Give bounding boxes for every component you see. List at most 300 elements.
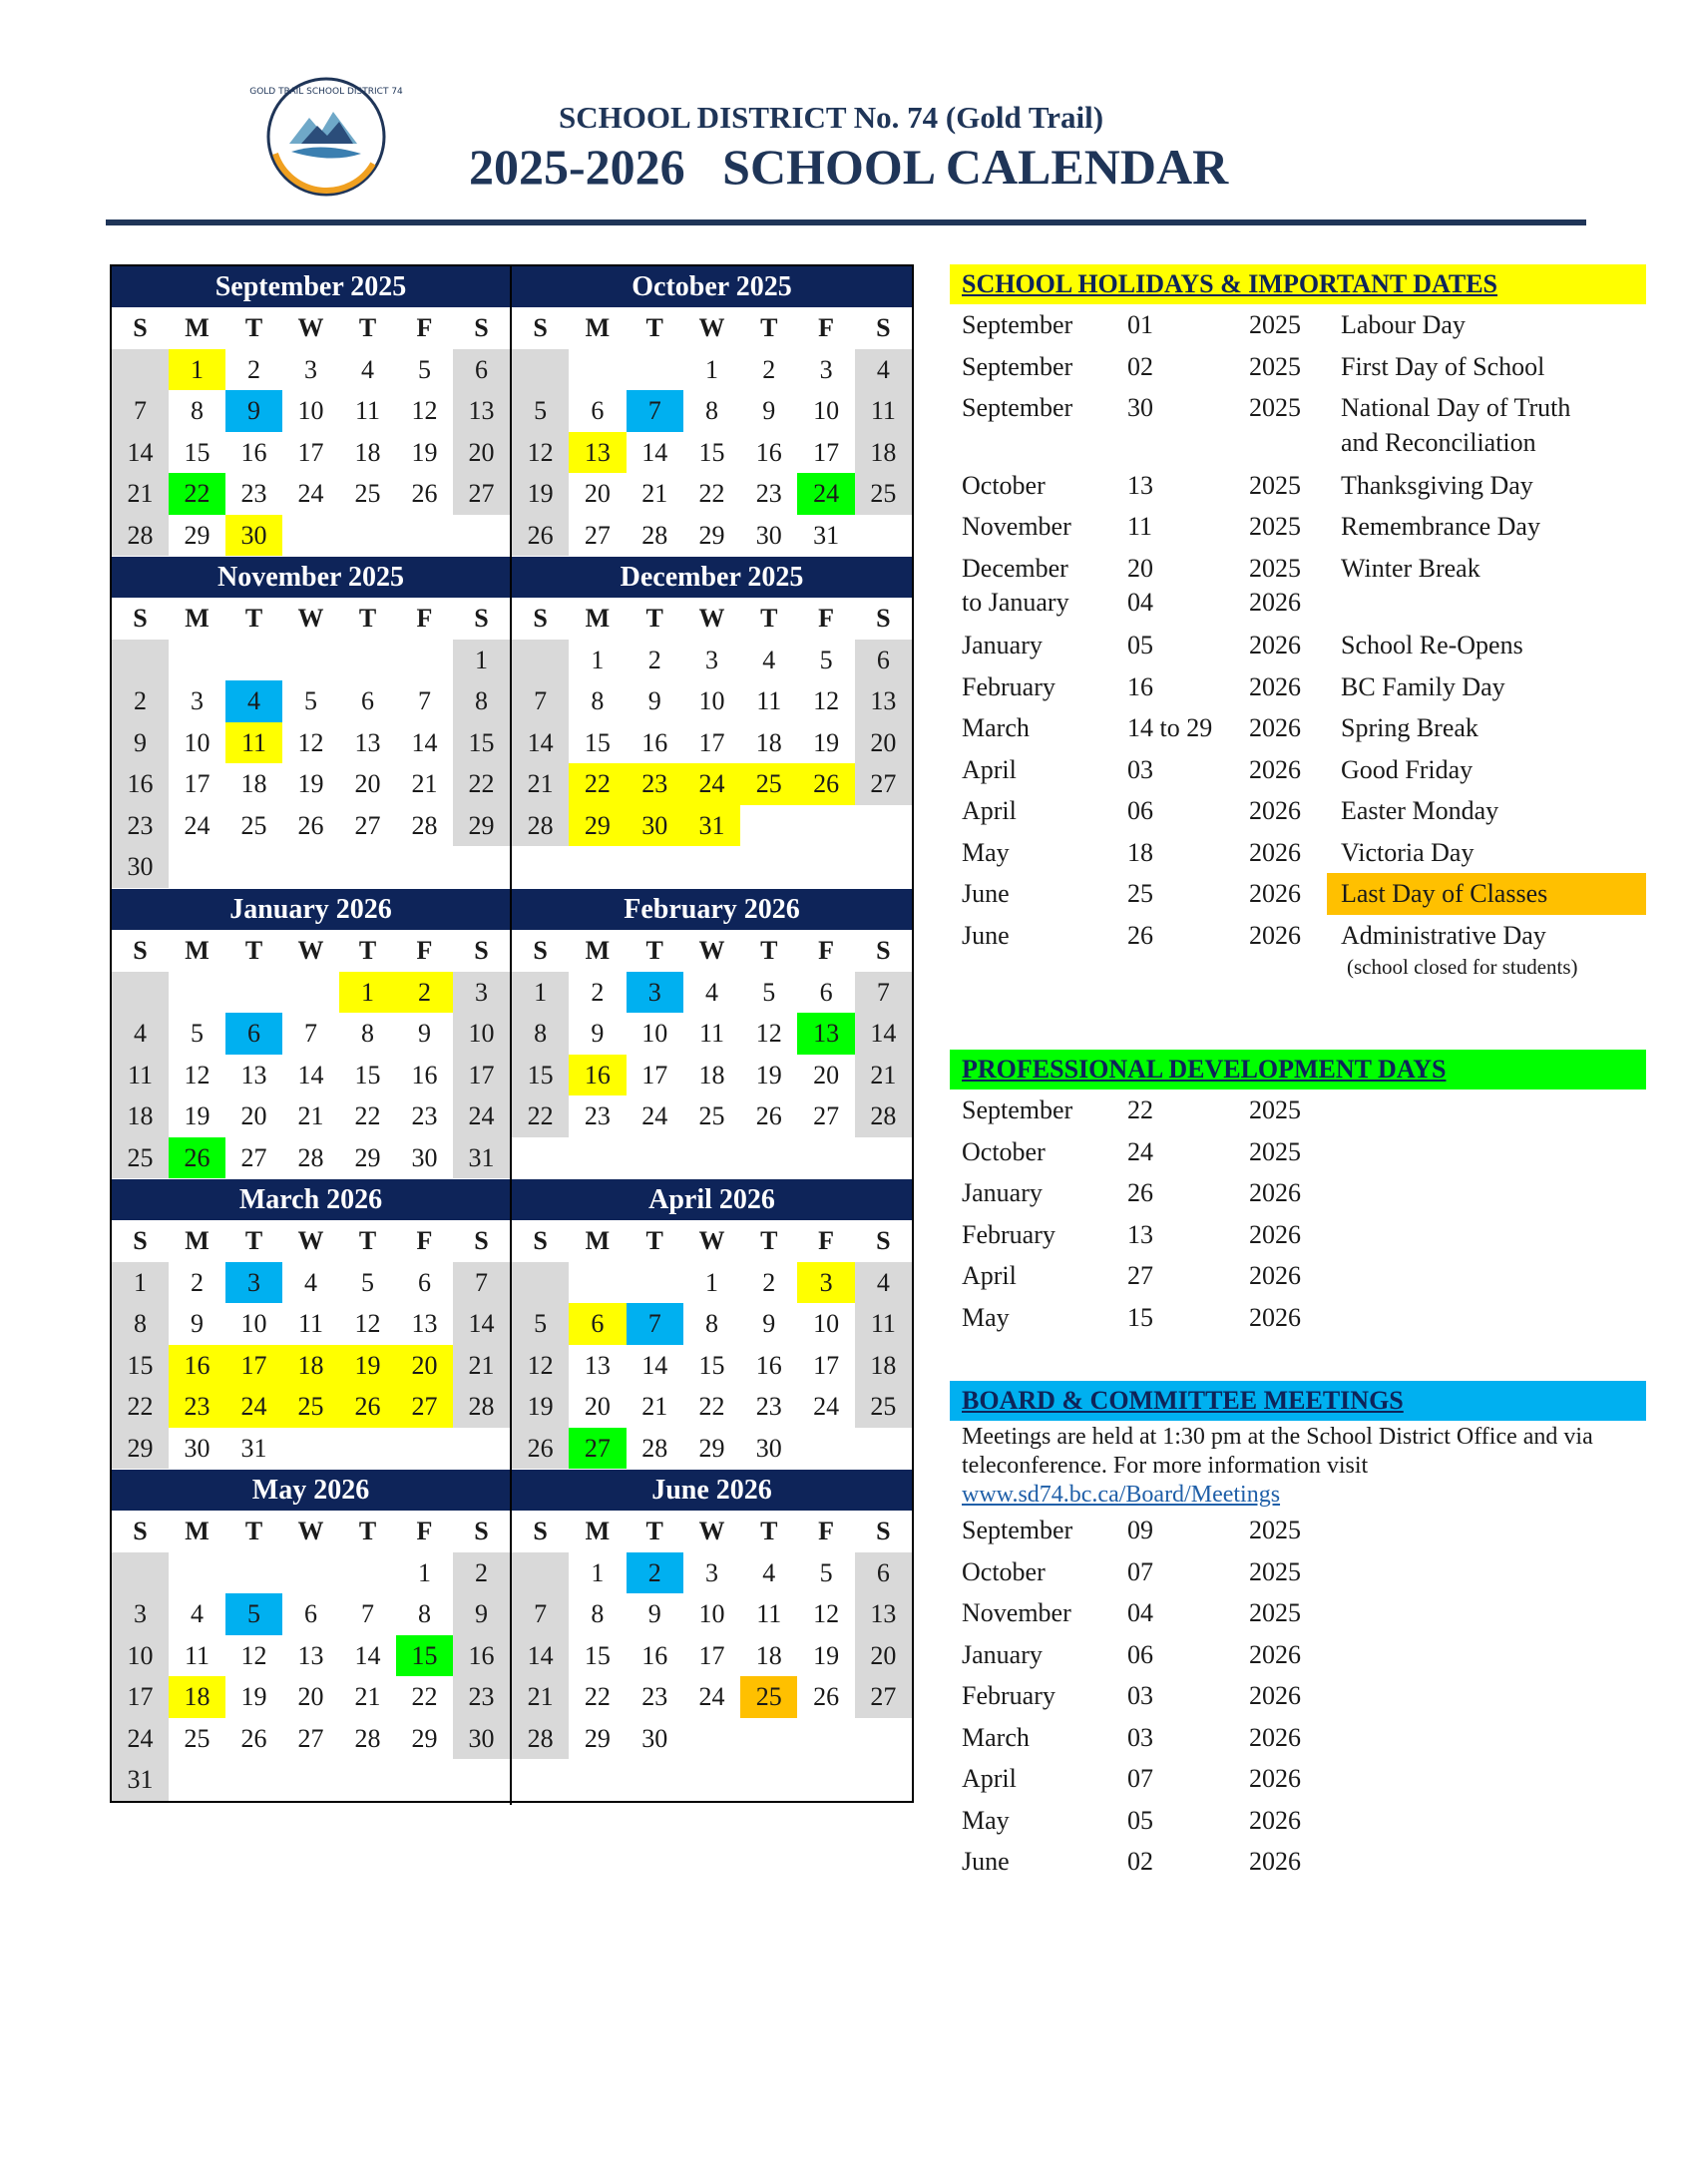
- day-cell: 17: [698, 1640, 725, 1670]
- day-of-week-label: F: [416, 1517, 433, 1545]
- day-cell: 5: [762, 977, 776, 1007]
- holiday-row: [950, 832, 1646, 874]
- day-cell: 22: [354, 1101, 381, 1130]
- day-cell: 13: [240, 1060, 267, 1090]
- empty-day-cell: [512, 640, 569, 681]
- day-cell: 14: [453, 1303, 510, 1345]
- day-cell: 18: [698, 1060, 725, 1090]
- month-days-grid: [112, 1511, 510, 1801]
- day-cell: 27: [297, 1723, 324, 1753]
- day-cell: 15: [584, 727, 611, 757]
- day-cell: 24: [225, 1386, 282, 1428]
- day-cell: 14: [512, 1635, 569, 1677]
- day-cell: 12: [240, 1640, 267, 1670]
- day-cell: 15: [453, 722, 510, 764]
- day-cell: 1: [112, 1262, 169, 1304]
- day-of-week-label: T: [760, 313, 778, 342]
- day-of-week-label: S: [876, 604, 891, 633]
- day-cell: 29: [569, 805, 626, 847]
- pd-day-year: 2025: [1249, 1095, 1301, 1124]
- day-cell: 30: [755, 520, 782, 550]
- day-cell: 10: [297, 396, 324, 425]
- day-cell: 18: [755, 1640, 782, 1670]
- board-meeting-row: [950, 1717, 1646, 1759]
- day-of-week-label: W: [698, 604, 725, 633]
- holiday-row: [950, 873, 1646, 915]
- day-of-week-label: T: [244, 313, 263, 342]
- month-header: February 2026: [512, 889, 912, 930]
- holiday-day: 26: [1127, 920, 1153, 950]
- holiday-day: 04: [1127, 588, 1153, 617]
- pd-day-day: 27: [1127, 1261, 1153, 1290]
- empty-day-cell: [740, 1718, 797, 1760]
- day-cell: 8: [591, 686, 605, 715]
- day-cell: 30: [627, 805, 683, 847]
- day-cell: 3: [627, 972, 683, 1014]
- day-of-week-label: W: [297, 1517, 324, 1545]
- day-cell: 19: [297, 769, 324, 798]
- day-cell: 11: [756, 1599, 782, 1628]
- day-cell: 30: [184, 1433, 211, 1463]
- day-cell: 18: [112, 1095, 169, 1137]
- day-of-week-label: W: [698, 936, 725, 965]
- day-cell: 13: [411, 1309, 438, 1338]
- calendar-title-text: SCHOOL CALENDAR: [722, 139, 1229, 195]
- empty-day-cell: [225, 1759, 282, 1801]
- day-cell: 4: [855, 349, 912, 391]
- day-cell: 5: [819, 1557, 833, 1587]
- day-of-week-label: M: [585, 313, 611, 342]
- day-of-week-label: S: [474, 1226, 489, 1255]
- empty-day-cell: [282, 846, 339, 888]
- board-meeting-year: 2025: [1249, 1598, 1301, 1627]
- day-cell: 4: [361, 354, 374, 384]
- day-cell: 26: [512, 1428, 569, 1470]
- month-december-2025: [512, 557, 912, 889]
- day-cell: 15: [184, 437, 211, 467]
- day-cell: 16: [169, 1345, 225, 1387]
- day-cell: 1: [453, 640, 510, 681]
- day-cell: 28: [512, 1718, 569, 1760]
- empty-day-cell: [569, 349, 626, 391]
- day-cell: 23: [755, 1392, 782, 1421]
- day-cell: 23: [641, 1682, 668, 1711]
- empty-day-cell: [339, 515, 396, 557]
- holiday-year: 2026: [1249, 879, 1301, 908]
- day-cell: 26: [755, 1101, 782, 1130]
- holiday-day: 18: [1127, 837, 1153, 867]
- pd-day-row: [950, 1172, 1646, 1214]
- empty-day-cell: [169, 1759, 225, 1801]
- day-cell: 9: [762, 1309, 776, 1338]
- day-of-week-label: S: [876, 936, 891, 965]
- month-header: December 2025: [512, 557, 912, 598]
- day-cell: 14: [354, 1640, 381, 1670]
- day-cell: 15: [698, 1350, 725, 1380]
- day-cell: 7: [512, 680, 569, 722]
- holiday-event: BC Family Day: [1341, 671, 1505, 701]
- month-february-2026: [512, 889, 912, 1179]
- day-cell: 13: [297, 1640, 324, 1670]
- empty-day-cell: [453, 1428, 510, 1470]
- empty-day-cell: [169, 972, 225, 1014]
- day-cell: 5: [418, 354, 431, 384]
- board-meeting-day: 07: [1127, 1764, 1153, 1793]
- board-meeting-day: 06: [1127, 1639, 1153, 1669]
- day-cell: 7: [304, 1019, 317, 1048]
- day-of-week-label: F: [818, 936, 834, 965]
- holiday-row: [950, 465, 1646, 507]
- month-days-grid: [112, 598, 510, 888]
- day-cell: 22: [453, 763, 510, 805]
- day-cell: 21: [512, 1676, 569, 1718]
- day-cell: 18: [855, 1345, 912, 1387]
- day-cell: 7: [361, 1599, 374, 1628]
- day-cell: 20: [855, 1635, 912, 1677]
- day-cell: 21: [855, 1055, 912, 1096]
- holidays-list: [950, 304, 1646, 984]
- holidays-section: [950, 264, 1646, 984]
- day-cell: 7: [855, 972, 912, 1014]
- day-of-week-label: M: [185, 313, 210, 342]
- day-cell: 23: [755, 479, 782, 508]
- day-cell: 20: [855, 722, 912, 764]
- holiday-month: October: [962, 470, 1046, 500]
- holiday-event: Thanksgiving Day: [1341, 470, 1533, 500]
- day-of-week-label: T: [760, 1517, 778, 1545]
- day-cell: 9: [647, 686, 661, 715]
- day-of-week-label: W: [297, 604, 324, 633]
- day-cell: 6: [418, 1267, 431, 1297]
- empty-day-cell: [112, 640, 169, 681]
- day-of-week-label: S: [533, 936, 548, 965]
- day-cell: 30: [112, 846, 169, 888]
- holiday-row: [950, 707, 1646, 749]
- day-cell: 24: [453, 1095, 510, 1137]
- day-cell: 11: [112, 1055, 169, 1096]
- empty-day-cell: [169, 640, 225, 681]
- day-cell: 9: [453, 1593, 510, 1635]
- day-cell: 25: [112, 1137, 169, 1179]
- day-cell: 6: [855, 640, 912, 681]
- holiday-day: 20: [1127, 553, 1153, 583]
- day-cell: 8: [112, 1303, 169, 1345]
- day-of-week-label: F: [416, 313, 433, 342]
- day-cell: 11: [698, 1019, 725, 1048]
- holiday-row: [950, 625, 1646, 666]
- day-cell: 20: [584, 1392, 611, 1421]
- board-meeting-year: 2026: [1249, 1639, 1301, 1669]
- month-days-grid: [112, 930, 510, 1178]
- day-cell: 29: [354, 1142, 381, 1172]
- day-cell: 11: [855, 1303, 912, 1345]
- day-of-week-label: S: [133, 936, 148, 965]
- day-cell: 5: [225, 1593, 282, 1635]
- day-cell: 11: [297, 1309, 324, 1338]
- empty-day-cell: [112, 349, 169, 391]
- day-cell: 25: [855, 473, 912, 515]
- day-cell: 18: [755, 727, 782, 757]
- month-header: September 2025: [112, 266, 510, 307]
- holiday-row: [950, 387, 1646, 429]
- day-cell: 28: [512, 805, 569, 847]
- calendar-title: [469, 138, 1267, 196]
- day-cell: 19: [813, 727, 840, 757]
- day-cell: 22: [169, 473, 225, 515]
- day-of-week-label: T: [358, 313, 377, 342]
- day-of-week-label: S: [533, 1226, 548, 1255]
- board-meeting-year: 2026: [1249, 1681, 1301, 1710]
- board-info-line1: Meetings are held at 1:30 pm at the School District Office and via: [962, 1424, 1593, 1450]
- day-cell: 13: [855, 680, 912, 722]
- day-cell: 21: [297, 1101, 324, 1130]
- holidays-title: SCHOOL HOLIDAYS & IMPORTANT DATES: [950, 264, 1646, 304]
- empty-day-cell: [282, 1552, 339, 1594]
- day-cell: 28: [297, 1142, 324, 1172]
- empty-day-cell: [740, 805, 797, 847]
- day-cell: 23: [411, 1101, 438, 1130]
- empty-day-cell: [169, 1552, 225, 1594]
- day-of-week-label: S: [474, 313, 489, 342]
- board-section: [950, 1381, 1646, 1883]
- holiday-event: Administrative Day: [1341, 920, 1546, 950]
- day-cell: 8: [418, 1599, 431, 1628]
- day-cell: 28: [641, 520, 668, 550]
- board-meeting-day: 07: [1127, 1556, 1153, 1586]
- pd-day-month: February: [962, 1219, 1055, 1249]
- day-cell: 29: [698, 520, 725, 550]
- day-of-week-label: F: [818, 604, 834, 633]
- day-cell: 27: [584, 520, 611, 550]
- day-of-week-label: T: [244, 1517, 263, 1545]
- day-cell: 14: [855, 1013, 912, 1055]
- day-cell: 13: [569, 432, 626, 474]
- day-of-week-label: W: [297, 313, 324, 342]
- holiday-year: 2025: [1249, 470, 1301, 500]
- holiday-month: September: [962, 351, 1073, 381]
- month-june-2026: [512, 1470, 912, 1805]
- day-cell: 1: [704, 1267, 718, 1297]
- board-info: [950, 1423, 1646, 1510]
- day-cell: 5: [361, 1267, 374, 1297]
- day-cell: 1: [591, 1557, 605, 1587]
- pd-day-year: 2025: [1249, 1136, 1301, 1166]
- pd-day-row: [950, 1090, 1646, 1131]
- board-meeting-year: 2026: [1249, 1805, 1301, 1835]
- day-cell: 29: [453, 805, 510, 847]
- day-cell: 6: [361, 686, 374, 715]
- day-cell: 27: [396, 1386, 453, 1428]
- board-meeting-month: January: [962, 1639, 1043, 1669]
- holiday-day: 05: [1127, 631, 1153, 659]
- day-cell: 19: [512, 473, 569, 515]
- day-cell: 23: [240, 479, 267, 508]
- empty-day-cell: [396, 640, 453, 681]
- day-cell: 10: [813, 396, 840, 425]
- day-cell: 27: [354, 810, 381, 840]
- month-header: June 2026: [512, 1470, 912, 1511]
- day-cell: 7: [418, 686, 431, 715]
- pd-day-day: 15: [1127, 1302, 1153, 1332]
- day-of-week-label: S: [133, 604, 148, 633]
- day-cell: 20: [584, 479, 611, 508]
- day-cell: 25: [354, 479, 381, 508]
- day-cell: 30: [755, 1433, 782, 1463]
- holiday-year: 2026: [1249, 631, 1301, 659]
- day-cell: 15: [396, 1635, 453, 1677]
- month-header: May 2026: [112, 1470, 510, 1511]
- day-cell: 17: [453, 1055, 510, 1096]
- day-of-week-label: M: [185, 1226, 210, 1255]
- pd-day-month: January: [962, 1178, 1043, 1207]
- day-cell: 2: [762, 354, 776, 384]
- day-of-week-label: M: [585, 1517, 611, 1545]
- empty-day-cell: [855, 515, 912, 557]
- day-cell: 13: [354, 727, 381, 757]
- pd-day-month: October: [962, 1136, 1046, 1166]
- pd-day-day: 22: [1127, 1095, 1153, 1124]
- holiday-row: [950, 506, 1646, 548]
- day-cell: 29: [698, 1433, 725, 1463]
- empty-day-cell: [512, 1262, 569, 1304]
- holiday-day: 14 to 29: [1127, 713, 1213, 742]
- day-cell: 2: [247, 354, 260, 384]
- day-cell: 22: [112, 1386, 169, 1428]
- holiday-year: 2025: [1249, 512, 1301, 541]
- day-cell: 17: [813, 1350, 840, 1380]
- month-days-grid: [512, 1220, 912, 1469]
- day-cell: 21: [112, 473, 169, 515]
- day-cell: 2: [453, 1552, 510, 1594]
- day-cell: 5: [512, 1303, 569, 1345]
- holiday-year: 2026: [1249, 837, 1301, 867]
- day-cell: 14: [641, 1350, 668, 1380]
- day-cell: 16: [569, 1055, 626, 1096]
- pd-day-year: 2026: [1249, 1302, 1301, 1332]
- day-cell: 21: [641, 1392, 668, 1421]
- day-cell: 16: [755, 437, 782, 467]
- empty-day-cell: [282, 1428, 339, 1470]
- day-cell: 28: [641, 1433, 668, 1463]
- day-cell: 6: [569, 1303, 626, 1345]
- empty-day-cell: [169, 846, 225, 888]
- day-cell: 30: [453, 1718, 510, 1760]
- day-cell: 20: [453, 432, 510, 474]
- month-days-grid: [112, 307, 510, 556]
- empty-day-cell: [225, 640, 282, 681]
- day-of-week-label: M: [585, 936, 611, 965]
- day-of-week-label: F: [818, 1226, 834, 1255]
- holiday-row-continued: [950, 429, 1646, 465]
- day-cell: 11: [354, 396, 381, 425]
- day-of-week-label: S: [533, 604, 548, 633]
- board-meeting-day: 03: [1127, 1722, 1153, 1752]
- empty-day-cell: [396, 1759, 453, 1801]
- day-cell: 26: [411, 479, 438, 508]
- day-cell: 13: [855, 1593, 912, 1635]
- day-cell: 16: [453, 1635, 510, 1677]
- empty-day-cell: [512, 1552, 569, 1594]
- empty-day-cell: [339, 1428, 396, 1470]
- day-of-week-label: W: [698, 1517, 725, 1545]
- board-meetings-link[interactable]: www.sd74.bc.ca/Board/Meetings: [962, 1482, 1281, 1508]
- day-of-week-label: T: [244, 1226, 263, 1255]
- day-cell: 18: [169, 1676, 225, 1718]
- empty-day-cell: [339, 846, 396, 888]
- day-cell: 14: [411, 727, 438, 757]
- day-of-week-label: T: [645, 313, 663, 342]
- day-of-week-label: F: [416, 1226, 433, 1255]
- day-cell: 16: [240, 437, 267, 467]
- day-cell: 26: [169, 1137, 225, 1179]
- day-cell: 12: [512, 1345, 569, 1387]
- pd-day-row: [950, 1214, 1646, 1256]
- holiday-month: September: [962, 393, 1073, 422]
- empty-day-cell: [453, 1759, 510, 1801]
- day-cell: 10: [641, 1019, 668, 1048]
- empty-day-cell: [512, 349, 569, 391]
- day-cell: 23: [627, 763, 683, 805]
- day-cell: 4: [855, 1262, 912, 1304]
- day-cell: 5: [512, 390, 569, 432]
- day-cell: 4: [762, 645, 776, 674]
- board-meeting-year: 2025: [1249, 1516, 1301, 1544]
- day-cell: 6: [855, 1552, 912, 1594]
- day-of-week-label: M: [185, 1517, 210, 1545]
- day-of-week-label: W: [297, 936, 324, 965]
- holiday-year: 2026: [1249, 713, 1301, 742]
- pd-day-row: [950, 1131, 1646, 1173]
- empty-day-cell: [282, 1759, 339, 1801]
- day-cell: 3: [191, 686, 204, 715]
- day-of-week-label: M: [585, 1226, 611, 1255]
- holiday-month: December: [962, 553, 1068, 583]
- board-meeting-month: June: [962, 1847, 1010, 1876]
- day-cell: 26: [797, 763, 854, 805]
- board-meeting-day: 05: [1127, 1805, 1153, 1835]
- pd-day-day: 24: [1127, 1136, 1153, 1166]
- day-cell: 3: [112, 1593, 169, 1635]
- empty-day-cell: [855, 1428, 912, 1470]
- empty-day-cell: [282, 640, 339, 681]
- day-cell: 19: [411, 437, 438, 467]
- day-cell: 29: [184, 520, 211, 550]
- day-cell: 15: [584, 1640, 611, 1670]
- holiday-day: 03: [1127, 754, 1153, 784]
- pd-day-year: 2026: [1249, 1261, 1301, 1290]
- empty-day-cell: [569, 1262, 626, 1304]
- holiday-day: 01: [1127, 310, 1153, 339]
- day-cell: 11: [855, 390, 912, 432]
- empty-day-cell: [339, 1759, 396, 1801]
- day-of-week-label: T: [645, 604, 663, 633]
- month-march-2026: [112, 1179, 512, 1470]
- holiday-year: 2025: [1249, 310, 1301, 339]
- empty-day-cell: [225, 846, 282, 888]
- day-cell: 12: [755, 1019, 782, 1048]
- day-cell: 15: [512, 1055, 569, 1096]
- day-cell: 26: [339, 1386, 396, 1428]
- day-cell: 31: [112, 1759, 169, 1801]
- empty-day-cell: [396, 515, 453, 557]
- holiday-month: to January: [962, 588, 1069, 617]
- day-of-week-label: T: [358, 604, 377, 633]
- day-cell: 13: [453, 390, 510, 432]
- day-cell: 12: [184, 1060, 211, 1090]
- board-meeting-month: April: [962, 1764, 1017, 1793]
- empty-day-cell: [225, 1552, 282, 1594]
- day-cell: 6: [304, 1599, 317, 1628]
